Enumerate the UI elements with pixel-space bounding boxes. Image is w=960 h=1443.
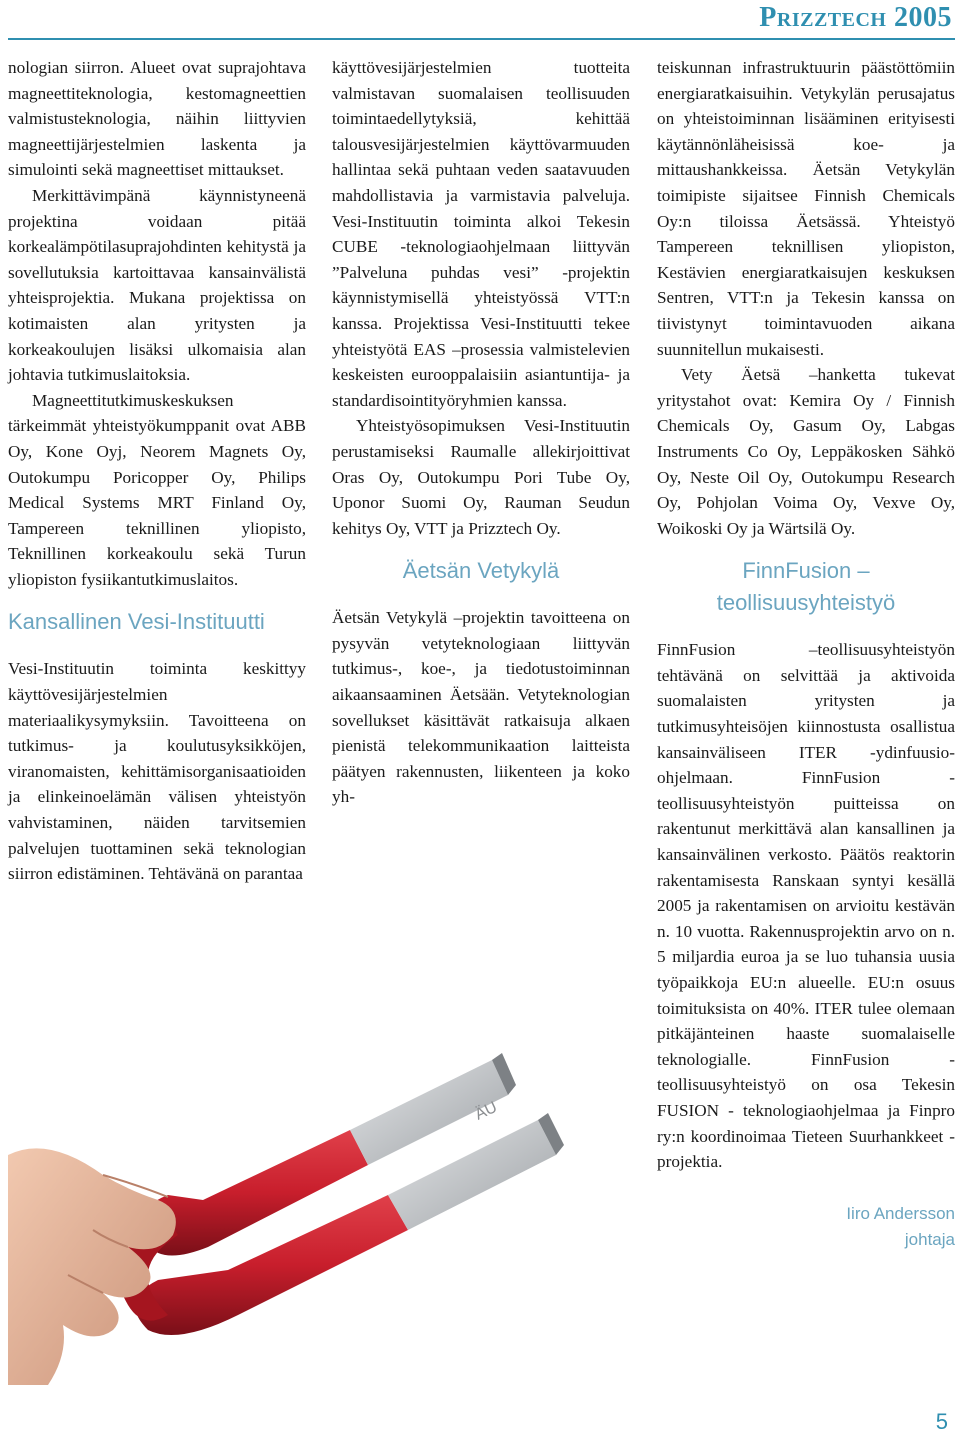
publication-brand	[759, 2, 952, 34]
col1-paragraph-4: Vesi-Instituutin toiminta keskittyy käyttövesijärjestelmien materiaalikysymyksiin. Tavoitteena on tutkimus- ja koulutusyksikköjen, viranomaisten, kehittämisorganisaatioiden ja elinkeinoelämän välisen yhteistyön vahvistaminen, näiden tarvitsemien palvelujen tuottaminen sekä teknologian siirron edistäminen. Tehtävänä on parantaa	[8, 659, 306, 884]
column-1	[8, 55, 306, 887]
signature-title: johtaja	[904, 1229, 955, 1249]
col2-paragraph-2: Yhteistyösopimuksen Vesi-Instituutin perustamiseksi Raumalle allekirjoittivat Oras Oy, Outokumpu Pori Tube Oy, Uponor Suomi Oy, Rauman Seudun kehitys Oy, VTT ja Prizztech Oy.	[332, 416, 630, 538]
heading-finnfusion: FinnFusion – teollisuusyhteistyö	[716, 558, 896, 616]
brand-name: Prizztech	[759, 2, 887, 33]
page-number: 5	[935, 1409, 948, 1434]
col2-paragraph-3: Äetsän Vetykylä –projektin tavoitteena on pysyvän vetyteknologiaan liittyvän tutkimus-, koe-, ja tiedotustoiminnan aikaansaaminen Äetsään. Vetyteknologian sovellukset käsittävät ratkaisuja alkaen pienistä telekommunikaation laitteista päätyen rakennusten, liikenteen ja koko yh-	[332, 608, 630, 807]
signature	[657, 1201, 955, 1253]
brand-year: 2005	[894, 2, 952, 33]
col1-paragraph-1: nologian siirron. Alueet ovat suprajohtava magneettiteknologia, kestomagneettien valmistusteknologia, näihin liittyvien magneettijärjestelmien laskenta ja simulointi sekä magneettiset mittaukset.	[8, 58, 306, 180]
magnet-label: ÄU	[472, 1098, 500, 1124]
col1-paragraph-2: Merkittävimpänä käynnistyneenä projektina voidaan pitää korkealämpötilasuprajohdinten kehitystä ja sovellutuksia kartoittavaa kansainvälistä yhteisprojektia. Mukana projektissa on kotimaisten alan yritysten ja korkeakoulujen lisäksi ulkomaisia alan johtavia tutkimuslaitoksia.	[8, 185, 306, 385]
col3-paragraph-1: teiskunnan infrastruktuurin päästöttömiin energiaratkaisuihin. Vetykylän perusajatus on yhteistoiminnan lisääminen erityisesti käytännönläheisissä koe- ja mittaushankkeissa. Äetsän Vetykylän toimipiste sijaitsee Finnish Chemicals Oy:n tiloissa Äetsässä. Yhteistyö Tampereen teknillisen yliopiston, Kestävien energiaratkaisujen keskuksen Sentren, VTT:n ja Tekesin kanssa on tiivistynyt toimintavuoden aikana suunnitellun mukaisesti.	[657, 58, 955, 359]
column-2	[332, 55, 630, 810]
col2-paragraph-1: käyttövesijärjestelmien tuotteita valmistavan suomalaisen teollisuuden toimintaedellytyksiä, kehittää talousvesijärjestelmien käyttövarmuuden hallintaa sekä puhtaan veden saatavuuden mahdollistavia ja varmistavia palveluja. Vesi-Instituutin toiminta alkoi Tekesin CUBE -teknologiaohjelmaan liittyvän ”Palveluna puhdas vesi” -projektin käynnistymisellä yhteistyössä VTT:n kanssa. Projektissa Vesi-Instituutti tekee yhteistyötä EAS –prosessia valmistelevien keskeisten eurooppalaisiin asiantuntija- ja standardisointityöryhmien kanssa.	[332, 58, 630, 410]
col3-paragraph-2: Vety Äetsä –hanketta tukevat yritystahot ovat: Kemira Oy / Finnish Chemicals Oy, Gasum Oy, Labgas Instruments Co Oy, Leppäkosken Sähkö Oy, Neste Oil Oy, Outokumpu Research Oy, Pohjolan Voima Oy, Vexve Oy, Woikoski Oy ja Wärtsilä Oy.	[657, 365, 955, 538]
heading-aetsan-vetykyla: Äetsän Vetykylä	[402, 558, 560, 584]
hand	[8, 1148, 176, 1385]
heading-vesi-instituutti: Kansallinen Vesi-Instituutti	[8, 609, 265, 635]
col3-paragraph-3: FinnFusion –teollisuusyhteistyön tehtävänä on selvittää ja aktivoida suomalaisten yritysten ja tutkimusyhteisöjen kiinnostusta osallistua kansainväliseen ITER -ydinfuusio-ohjelmaan. FinnFusion -teollisuusyhteistyön puitteissa on rakentunut merkittävä alan kansallinen ja kansainvälinen verkosto. Päätös reaktorin rakentamisesta Ranskaan syntyi kesällä 2005 ja rakentamisen on arvioitu kestävän n. 10 vuotta. Rakennusprojektin arvo on n. 5 miljardia euroa ja se luo tuhansia uusia työpaikkoja EU:n alueelle. EU:n osuus toimituksista on 40%. ITER tulee olemaan pitkäjänteinen haaste suomalaiselle teknologialle. FinnFusion -teollisuusyhteistyö on osa Tekesin FUSION - teknologiaohjelmaa ja Finpro ry:n koordinoimaa Tieteen Suurhankkeet -projektia.	[657, 640, 955, 1172]
signature-name: Iiro Andersson	[846, 1203, 955, 1223]
header-rule	[8, 38, 955, 40]
col1-paragraph-3: Magneettitutkimuskeskuksen tärkeimmät yhteistyökumppanit ovat ABB Oy, Kone Oyj, Neorem Magnets Oy, Outokumpu Poricopper Oy, Philips Medical Systems MRT Finland Oy, Tampereen teknillinen yliopisto, Teknillinen korkeakoulu sekä Turun yliopiston fysiikantutkimuslaitos.	[8, 390, 306, 589]
magnet-photo	[8, 985, 648, 1385]
magnet-illustration	[8, 985, 648, 1385]
column-3	[657, 55, 955, 1253]
